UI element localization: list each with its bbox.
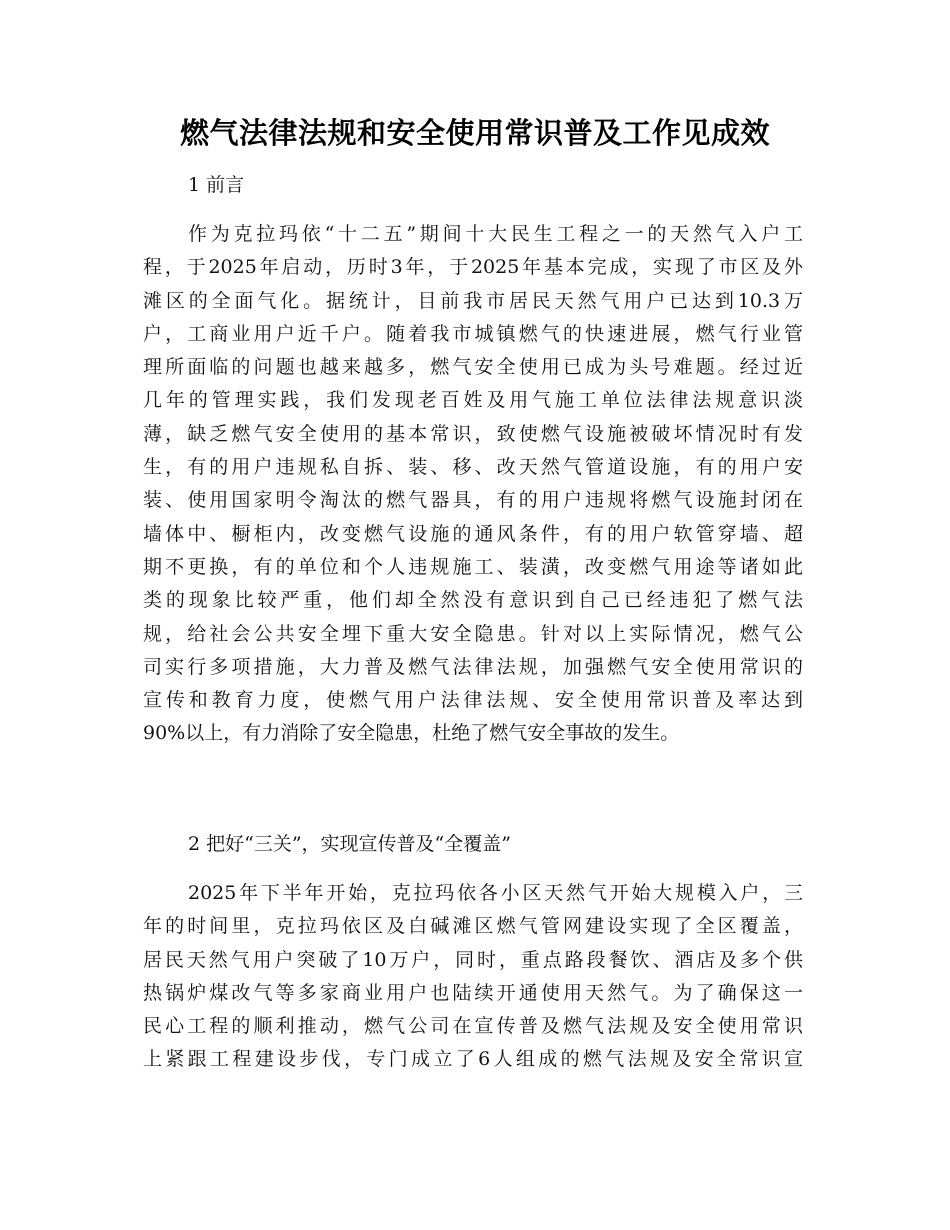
paragraph-line: 2025年下半年开始，克拉玛依各小区天然气开始大规模入户，三 (188, 882, 803, 904)
paragraph-line: 热锅炉煤改气等多家商业用户也陆续开通使用天然气。为了确保这一 (143, 981, 803, 1004)
paragraph-line: 墙体中、橱柜内，改变燃气设施的通风条件，有的用户软管穿墙、超 (143, 522, 803, 545)
paragraph-line: 上紧跟工程建设步伐，专门成立了6人组成的燃气法规及安全常识宣 (143, 1048, 803, 1071)
section-2-heading: 2 把好“三关”，实现宣传普及“全覆盖” (188, 833, 511, 855)
paragraph-line: 薄，缺乏燃气安全使用的基本常识，致使燃气设施被破坏情况时有发 (143, 422, 803, 445)
paragraph-line: 期不更换，有的单位和个人违规施工、装潢，改变燃气用途等诸如此 (143, 555, 803, 578)
paragraph-line: 装、使用国家明令淘汰的燃气器具，有的用户违规将燃气设施封闭在 (143, 489, 803, 512)
paragraph-line: 理所面临的问题也越来越多，燃气安全使用已成为头号难题。经过近 (143, 356, 803, 379)
section-1-paragraph (143, 218, 803, 751)
paragraph-line: 作为克拉玛依“十二五”期间十大民生工程之一的天然气入户工 (188, 223, 803, 245)
paragraph-line: 类的现象比较严重，他们却全然没有意识到自己已经违犯了燃气法 (143, 589, 803, 612)
section-1-heading: 1 前言 (188, 174, 245, 196)
document-title: 燃气法律法规和安全使用常识普及工作见成效 (179, 116, 770, 150)
paragraph-line: 宣传和教育力度，使燃气用户法律法规、安全使用常识普及率达到 (143, 689, 803, 712)
paragraph-line: 程，于2025年启动，历时3年，于2025年基本完成，实现了市区及外 (143, 256, 803, 279)
paragraph-line: 居民天然气用户突破了10万户，同时，重点路段餐饮、酒店及多个供 (143, 948, 803, 971)
paragraph-line: 民心工程的顺利推动，燃气公司在宣传普及燃气法规及安全使用常识 (143, 1015, 803, 1038)
section-2-paragraph (143, 877, 803, 1077)
paragraph-line: 规，给社会公共安全埋下重大安全隐患。针对以上实际情况，燃气公 (143, 622, 803, 645)
paragraph-line: 90%以上，有力消除了安全隐患，杜绝了燃气安全事故的发生。 (143, 722, 680, 745)
paragraph-line: 几年的管理实践，我们发现老百姓及用气施工单位法律法规意识淡 (143, 389, 803, 412)
paragraph-line: 户，工商业用户近千户。随着我市城镇燃气的快速进展，燃气行业管 (143, 322, 803, 345)
paragraph-line: 生，有的用户违规私自拆、装、移、改天然气管道设施，有的用户安 (143, 456, 803, 479)
paragraph-line: 司实行多项措施，大力普及燃气法律法规，加强燃气安全使用常识的 (143, 655, 803, 678)
paragraph-line: 滩区的全面气化。据统计，目前我市居民天然气用户已达到10.3万 (143, 289, 803, 312)
paragraph-line: 年的时间里，克拉玛依区及白碱滩区燃气管网建设实现了全区覆盖， (143, 915, 803, 938)
